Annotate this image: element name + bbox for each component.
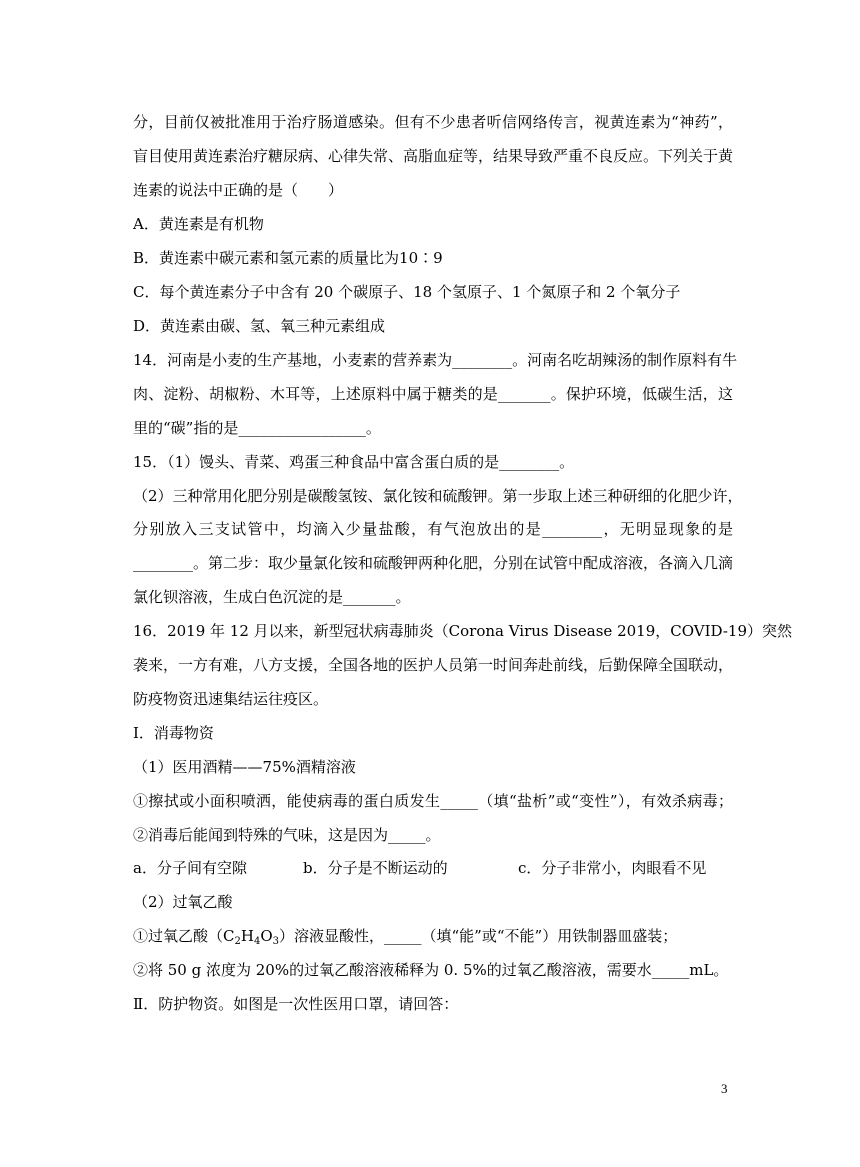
- sub-question: （1）医用酒精——75%酒精溶液: [133, 758, 356, 776]
- option-a: A．黄连素是有机物: [133, 215, 264, 233]
- question-15-line: ________。第二步：取少量氯化铵和硫酸钾两种化肥，分别在试管中配成溶液，各滴入几滴: [133, 554, 734, 572]
- choice-a: a．分子间有空隙: [133, 859, 247, 877]
- text-fragment: H: [240, 927, 254, 945]
- subscript: 4: [253, 936, 261, 947]
- subscript: 2: [234, 936, 241, 947]
- section-heading: Ⅱ．防护物资。如图是一次性医用口罩，请回答：: [133, 995, 459, 1013]
- question-16-line: 防疫物资迅速集结运往疫区。: [133, 690, 329, 708]
- question-14-line: 肉、淀粉、胡椒粉、木耳等，上述原料中属于糖类的是_______。保护环境，低碳生活，这: [133, 385, 733, 403]
- sub-question-line: ②消毒后能闻到特殊的气味，这是因为_____。: [133, 826, 441, 844]
- option-b: B．黄连素中碳元素和氢元素的质量比为10∶9: [133, 249, 443, 267]
- text-line: 分，目前仅被批准用于治疗肠道感染。但有不少患者听信网络传言，视黄连素为“神药”，: [133, 113, 733, 131]
- question-15-line: （2）三种常用化肥分别是碳酸氢铵、氯化铵和硫酸钾。第一步取上述三种研细的化肥少许，: [133, 487, 743, 505]
- subscript: 3: [272, 936, 280, 947]
- option-d: D．黄连素由碳、氢、氧三种元素组成: [133, 317, 386, 335]
- page-number: 3: [721, 1081, 728, 1096]
- sub-question-line: ②将 50 g 浓度为 20%的过氧乙酸溶液稀释为 0. 5%的过氧乙酸溶液，需要水_____mL。: [133, 961, 729, 979]
- choice-c: c．分子非常小，肉眼看不见: [518, 859, 707, 877]
- question-14-line: 14．河南是小麦的生产基地，小麦素的营养素为________。河南名吃胡辣汤的制作原料有牛: [133, 351, 738, 369]
- text-line: 盲目使用黄连素治疗糖尿病、心律失常、高脂血症等，结果导致严重不良反应。下列关于黄: [133, 147, 734, 165]
- sub-question: （2）过氧乙酸: [133, 893, 233, 911]
- question-16-line: 16．2019 年 12 月以来，新型冠状病毒肺炎（Corona Virus Disease 2019，COVID-19）突然: [133, 622, 792, 640]
- text-fragment: O: [260, 927, 273, 945]
- sub-question-line: [133, 925, 733, 953]
- question-15-line: 15．（1）馒头、青菜、鸡蛋三种食品中富含蛋白质的是________。: [133, 453, 575, 471]
- text-fragment: ）溶液显酸性，_____（填“能”或“不能”）用铁制器皿盛装；: [279, 927, 678, 945]
- section-heading: I．消毒物资: [133, 724, 214, 742]
- sub-question-line: ①擦拭或小面积喷洒，能使病毒的蛋白质发生_____（填“盐析”或“变性”），有效杀病毒；: [133, 792, 733, 810]
- question-16-line: 袭来，一方有难，八方支援，全国各地的医护人员第一时间奔赴前线，后勤保障全国联动，: [133, 656, 734, 674]
- text-fragment: ①过氧乙酸（C: [133, 927, 235, 945]
- question-15-line: 分别放入三支试管中，均滴入少量盐酸，有气泡放出的是________，无明显现象的是: [133, 520, 733, 538]
- option-c: C．每个黄连素分子中含有 20 个碳原子、18 个氢原子、1 个氮原子和 2 个氧分子: [133, 283, 681, 301]
- choice-b: b．分子是不断运动的: [303, 859, 448, 877]
- choice-row: [133, 857, 733, 879]
- question-15-line: 氯化钡溶液，生成白色沉淀的是_______。: [133, 588, 411, 606]
- question-14-line: 里的“碳”指的是_________________。: [133, 419, 381, 437]
- text-line: 连素的说法中正确的是（ ）: [133, 181, 344, 199]
